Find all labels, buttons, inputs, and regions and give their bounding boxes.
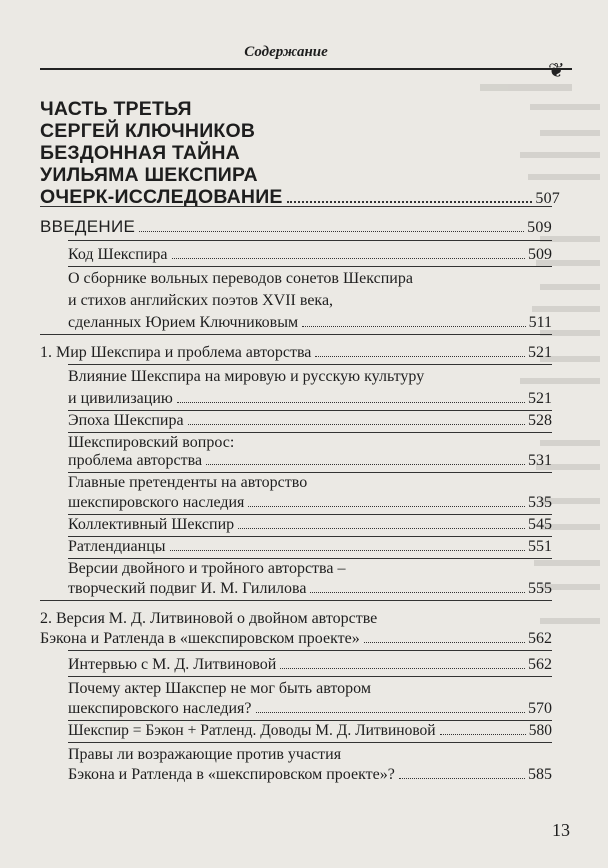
entry-rule [68,742,552,743]
toc-page-number: 528 [528,412,552,429]
toc-page-number: 545 [528,516,552,533]
toc-page-number: 521 [528,344,552,361]
toc-entry[interactable] [68,656,552,674]
toc-entry[interactable] [68,390,552,408]
section-rule [68,240,552,241]
section-rule [68,650,552,651]
dot-leader [188,424,525,425]
part-title [40,98,560,210]
fleuron-ornament-icon: ❦ [548,60,565,82]
toc-chapter-title[interactable] [40,630,552,648]
toc-entry-text: Эпоха Шекспира [68,412,184,429]
running-header: Содержание [244,44,328,60]
toc-entry-text: проблема авторства [68,452,203,469]
dot-leader [238,528,525,529]
dot-leader [310,592,525,593]
toc-entry-text: Главные претенденты на авторство [68,474,308,491]
entry-rule [68,558,552,559]
toc-entry-text: Версии двойного и тройного авторства – [68,560,346,577]
dot-leader [287,201,533,203]
part-title-line: БЕЗДОННАЯ ТАЙНА [40,142,240,164]
toc-entry-text: и цивилизацию [68,390,173,407]
toc-page-number: 580 [528,722,552,739]
toc-page-number: 531 [528,452,552,469]
entry-rule [68,514,552,515]
toc-entry-line[interactable] [68,270,552,288]
toc-entry-line[interactable] [68,680,552,698]
toc-chapter-title-text: Бэкона и Ратленда в «шекспировском проекте» [40,630,360,647]
toc-entry[interactable] [68,516,552,534]
toc-page-number: 585 [528,766,552,783]
toc-entry[interactable] [68,412,552,430]
toc-page-number: 509 [528,246,552,263]
toc-entry-text: Бэкона и Ратленда в «шекспировском проекте»? [68,766,395,783]
toc-entry[interactable] [68,722,552,740]
toc-entry-line[interactable] [68,292,552,310]
entry-rule [68,676,552,677]
part-page-number: 507 [535,190,560,207]
entry-rule [68,432,552,433]
page-number: 13 [552,820,570,840]
toc-entry-text: Интервью с М. Д. Литвиновой [68,656,277,673]
toc-chapter-title[interactable] [40,344,552,362]
toc-chapter-title-line[interactable] [40,610,552,628]
entry-rule [68,472,552,473]
toc-page-number: 551 [528,538,552,555]
dot-leader [302,326,525,327]
toc-entry-text: Почему актер Шакспер не мог быть автором [68,680,371,697]
toc-entry-text: Правы ли возражающие против участия [68,746,342,763]
toc-section-title-text: ВВЕДЕНИЕ [40,217,136,236]
dot-leader [139,231,524,232]
toc-entry[interactable] [68,452,552,470]
section-rule [68,364,552,365]
toc-entry-text: О сборнике вольных переводов сонетов Шекспира [68,270,413,287]
toc-section-title[interactable] [40,218,552,237]
dot-leader [172,258,526,259]
part-title-line: УИЛЬЯМА ШЕКСПИРА [40,164,258,186]
dot-leader [177,402,525,403]
toc-entry-line[interactable] [68,368,552,386]
toc-page-number: 509 [527,219,552,236]
toc-entry-text: Шекспировский вопрос: [68,434,235,451]
toc-page-number: 562 [528,656,552,673]
toc-entry-line[interactable] [68,560,552,578]
header-rule [40,68,572,73]
entry-rule [68,536,552,537]
section-rule [40,334,552,335]
toc-entry[interactable] [68,494,552,512]
dot-leader [280,668,525,669]
toc-chapter-title-text: 2. Версия М. Д. Литвиновой о двойном авторстве [40,610,378,627]
entry-rule [68,410,552,411]
toc-page-number: 562 [528,630,552,647]
toc-entry-line[interactable] [68,434,552,452]
part-rule [40,206,552,207]
toc-entry[interactable] [68,314,552,332]
toc-entry-text: шекспировского наследия [68,494,245,511]
toc-page-number: 570 [528,700,552,717]
entry-rule [68,266,552,267]
dot-leader [364,642,525,643]
dot-leader [248,506,525,507]
dot-leader [206,464,525,465]
toc-entry-text: Ратлендианцы [68,538,166,555]
toc-entry[interactable] [68,538,552,556]
toc-entry-text: Шекспир = Бэкон + Ратленд. Доводы М. Д. Литвиновой [68,722,436,739]
entry-rule [68,720,552,721]
part-title-line: ОЧЕРК-ИССЛЕДОВАНИЕ [40,186,283,208]
toc-entry-text: сделанных Юрием Ключниковым [68,314,299,331]
dot-leader [399,778,525,779]
toc-entry[interactable] [68,700,552,718]
dot-leader [256,712,525,713]
part-title-line: СЕРГЕЙ КЛЮЧНИКОВ [40,120,256,142]
toc-page-number: 511 [528,314,552,331]
toc-entry-text: Коллективный Шекспир [68,516,235,533]
toc-entry-line[interactable] [68,474,552,492]
toc-entry[interactable] [68,766,552,784]
section-rule [40,600,552,601]
toc-page-number: 555 [528,580,552,597]
toc-entry-text: Влияние Шекспира на мировую и русскую культуру [68,368,425,385]
dot-leader [315,356,525,357]
toc-entry-text: шекспировского наследия? [68,700,252,717]
toc-page-number: 535 [528,494,552,511]
toc-entry-text: и стихов английских поэтов XVII века, [68,292,334,309]
toc-entry[interactable] [68,580,552,598]
toc-chapter-title-text: 1. Мир Шекспира и проблема авторства [40,344,312,361]
toc-entry-text: Код Шекспира [68,246,168,263]
toc-entry-line[interactable] [68,746,552,764]
dot-leader [440,734,526,735]
toc-entry[interactable] [68,246,552,264]
toc-page-number: 521 [528,390,552,407]
part-title-line: ЧАСТЬ ТРЕТЬЯ [40,98,192,120]
dot-leader [170,550,525,551]
toc-entry-text: творческий подвиг И. М. Гилилова [68,580,307,597]
